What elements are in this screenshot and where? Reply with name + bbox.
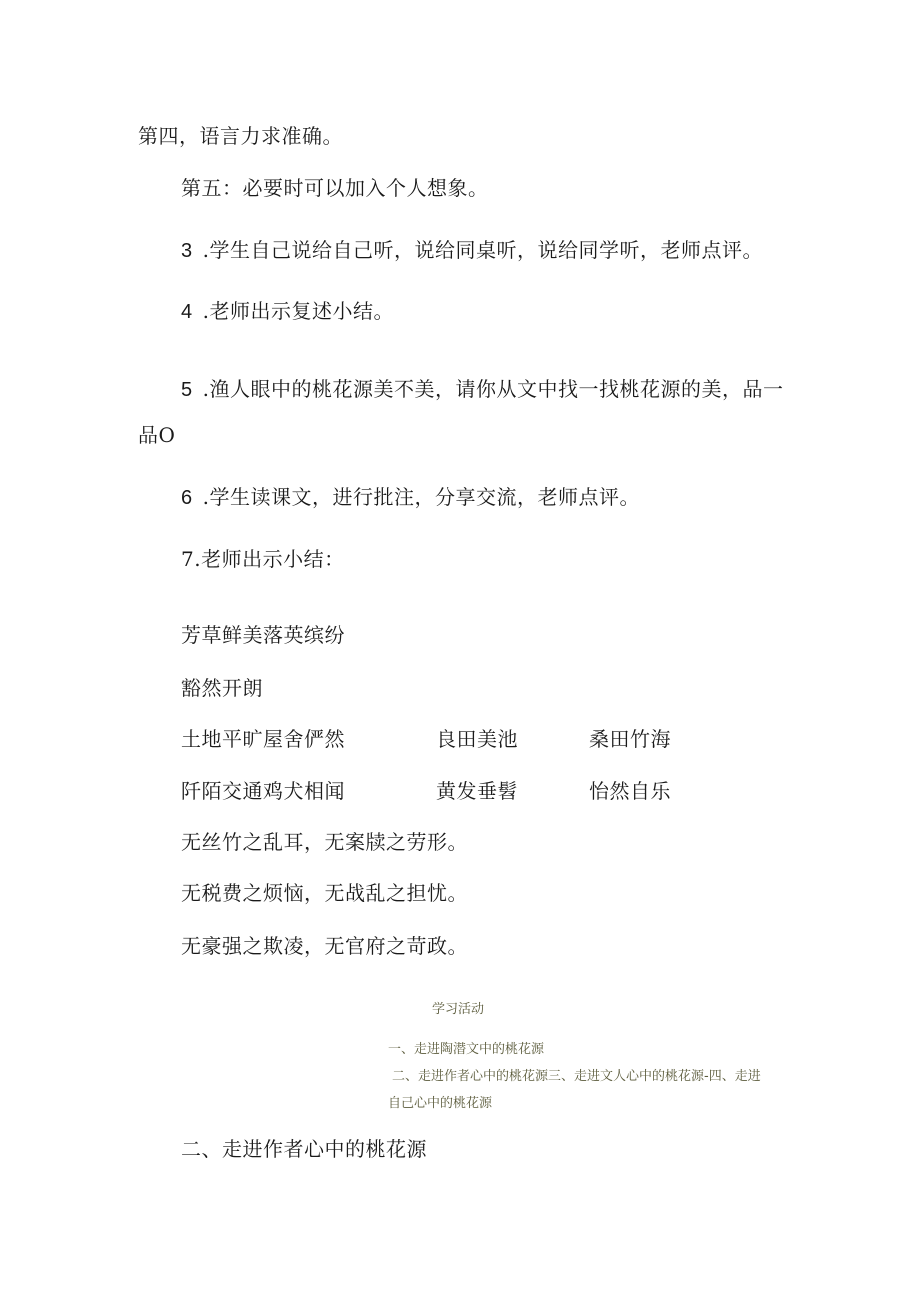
activities-title: 学习活动 — [432, 1002, 485, 1017]
activities-item-2-continued: 自己心中的桃花源 — [388, 1096, 493, 1111]
summary-line-1: 芳草鲜美落英缤纷 — [181, 623, 345, 647]
summary-line-3: 无丝竹之乱耳，无案牍之劳形。 — [181, 830, 468, 854]
paragraph-item-4 — [181, 298, 394, 325]
summary-line-4: 无税费之烦恼，无战乱之担忧。 — [181, 881, 468, 905]
summary-line-5: 无豪强之欺凌，无官府之苛政。 — [181, 934, 468, 958]
summary-row1-col2: 良田美池 — [436, 727, 518, 751]
activities-item-2: 二、走进作者心中的桃花源三、走进文人心中的桃花源-四、走进 — [392, 1069, 761, 1084]
paragraph-fourth: 第四，语言力求准确。 — [138, 124, 343, 148]
item-number: 5 — [181, 379, 193, 401]
activities-item-1: 一、走进陶潜文中的桃花源 — [388, 1042, 545, 1057]
summary-line-2: 豁然开朗 — [181, 676, 263, 700]
item-text: .学生自己说给自己听，说给同桌听，说给同学听，老师点评。 — [202, 238, 763, 262]
section-heading: 二、走进作者心中的桃花源 — [181, 1137, 427, 1161]
summary-row2-col1: 阡陌交通鸡犬相闻 — [181, 779, 345, 803]
paragraph-item-5 — [181, 376, 783, 403]
item-text: .渔人眼中的桃花源美不美，请你从文中找一找桃花源的美，品一 — [202, 377, 784, 401]
paragraph-item-5-continued: 品O — [138, 423, 176, 447]
summary-row2-col2: 黄发垂髫 — [436, 779, 518, 803]
paragraph-item-3 — [181, 237, 763, 264]
item-text: .学生读课文，进行批注，分享交流，老师点评。 — [202, 485, 640, 509]
item-number: 4 — [181, 301, 193, 323]
item-number: 6 — [181, 487, 193, 509]
paragraph-item-6 — [181, 484, 640, 511]
summary-row2-col3: 怡然自乐 — [589, 779, 671, 803]
item-text: .老师出示复述小结。 — [202, 299, 394, 323]
paragraph-fifth: 第五：必要时可以加入个人想象。 — [181, 176, 489, 200]
summary-row1-col1: 土地平旷屋舍俨然 — [181, 727, 345, 751]
summary-row1-col3: 桑田竹海 — [589, 727, 671, 751]
item-number: 3 — [181, 240, 193, 262]
paragraph-item-7: 7.老师出示小结： — [181, 547, 345, 571]
